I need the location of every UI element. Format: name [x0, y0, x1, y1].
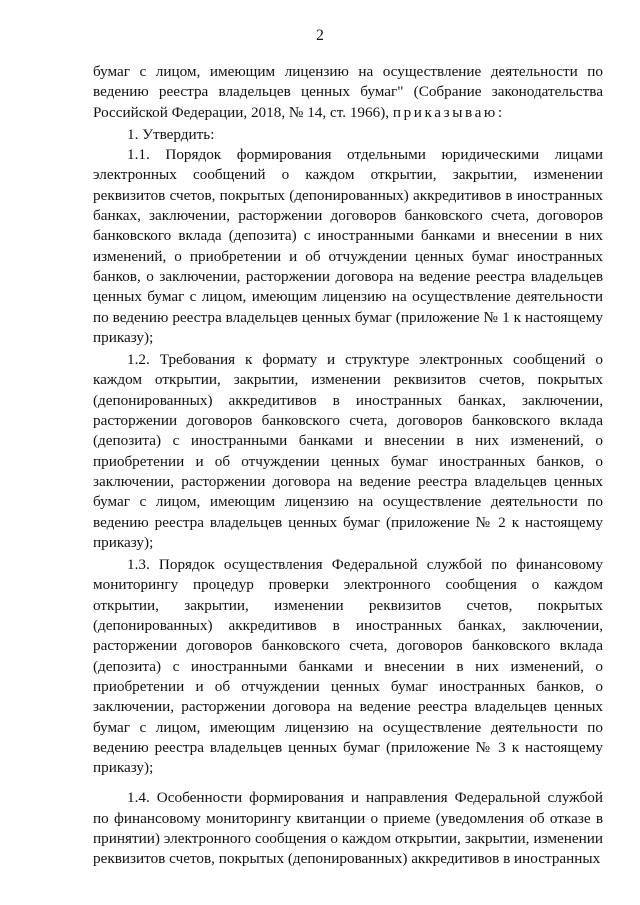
item-1-1: 1.1. Порядок формирования отдельными юридическими лицами электронных сообщений о каждом открытии, закрытии, изменении реквизитов счетов, покрытых (депонированных) аккредитивов в иностранных банках, заключении, расторжении договоров банковского счета, договоров банковского вклада (депозита) с иностранными банками и внесении в них изменений, о приобретении и об отчуждении ценных бумаг иностранных банков, о заключении, расторжении договора на ведение реестра владельцев ценных бумаг с лицом, имеющим лицензию на осуществление деятельности по ведению реестра владельцев ценных бумаг (приложение № 1 к настоящему приказу); [93, 146, 603, 346]
item-1-3: 1.3. Порядок осуществления Федеральной службой по финансовому мониторингу процедур проверки электронного сообщения о каждом открытии, закрытии, изменении реквизитов счетов, покрытых (депонированных) аккредитивов в иностранных банках, заключении, расторжении договоров банковского счета, договоров банковского вклада (депозита) с иностранными банками и внесении в них изменений, о приобретении и об отчуждении ценных бумаг иностранных банков, о заключении, расторжении договора на ведение реестра владельцев ценных бумаг с лицом, имеющим лицензию на осуществление деятельности по ведению реестра владельцев ценных бумаг (приложение № 3 к настоящему приказу); [93, 556, 603, 777]
item-1: 1. Утвердить: [127, 125, 215, 143]
document-body [93, 62, 603, 870]
page-number: 2 [316, 27, 324, 44]
item-1-2: 1.2. Требования к формату и структуре электронных сообщений о каждом открытии, закрытии, изменении реквизитов счетов, покрытых (депонированных) аккредитивов в иностранных банках, заключении, расторжении договоров банковского счета, договоров банковского вклада (депозита) с иностранными банками и внесении в них изменений, о приобретении и об отчуждении ценных бумаг иностранных банков, о заключении, расторжении договора на ведение реестра владельцев ценных бумаг с лицом, имеющим лицензию на осуществление деятельности по ведению реестра владельцев ценных бумаг (приложение № 2 к настоящему приказу); [93, 351, 603, 551]
intro-paragraph [93, 62, 603, 123]
prikazyvayu-word: приказываю: [392, 103, 505, 121]
intro-text: бумаг с лицом, имеющим лицензию на осуществление деятельности по ведению реестра владельцев ценных бумаг" (Собрание законодательства Российской Федерации, 2018, № 14, ст. 1966), [93, 63, 603, 121]
item-1-4: 1.4. Особенности формирования и направления Федеральной службой по финансовому мониторингу квитанции о приеме (уведомления об отказе в принятии) электронного сообщения о каждом открытии, закрытии, изменении реквизитов счетов, покрытых (депонированных) аккредитивов в иностранных [93, 789, 603, 868]
